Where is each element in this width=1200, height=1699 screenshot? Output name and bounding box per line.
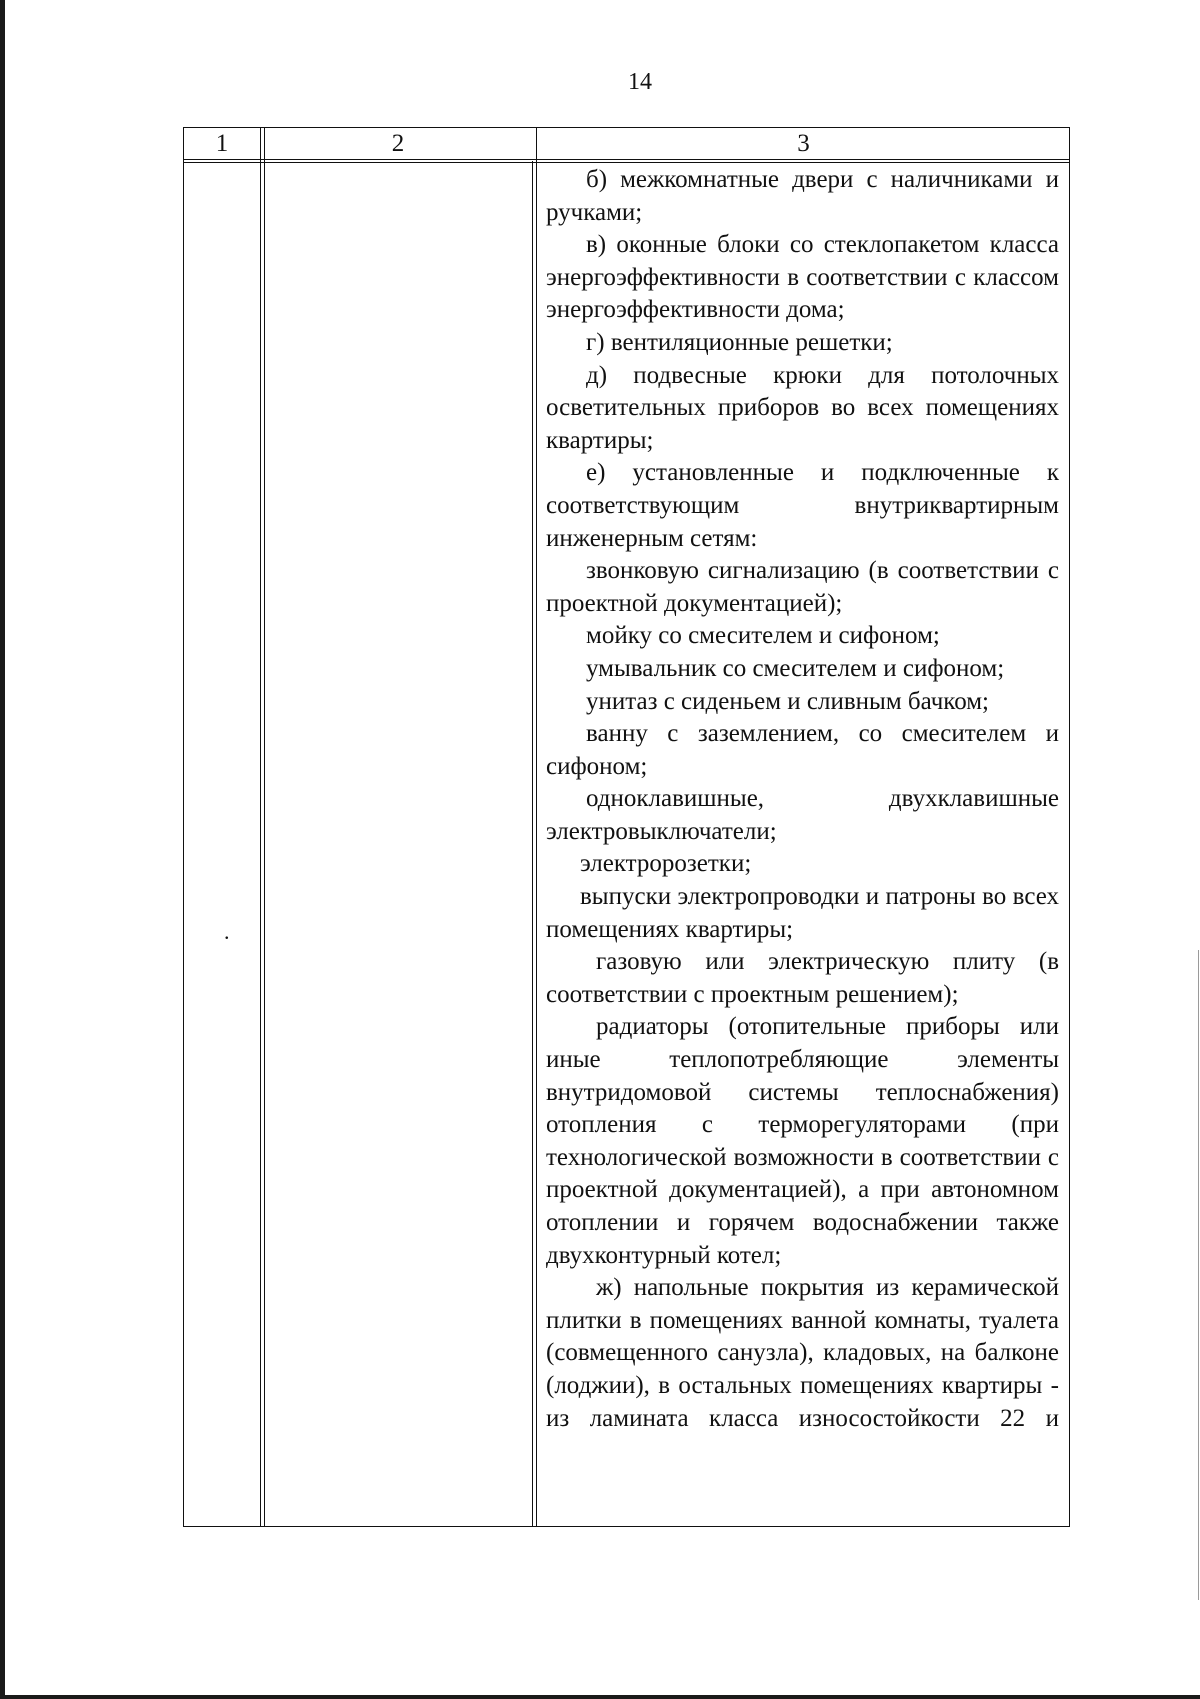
column-divider bbox=[532, 161, 533, 1526]
column-header-2: 2 bbox=[391, 130, 405, 157]
list-item: газовую или электрическую плиту (в соответствии с проектным решением); bbox=[546, 948, 1059, 1008]
list-item: электророзетки; bbox=[580, 850, 752, 878]
column-3-content bbox=[546, 164, 1059, 1435]
scan-edge-left bbox=[0, 0, 5, 1699]
list-item: радиаторы (отопительные приборы или иные теплопотребляющие элементы внутридомовой системы теплоснабжения) отопления с терморегуляторами (при технологической возможности в соответствии с проектной документацией), а при автономном отоплении и горячем водоснабжении также двухконтурный котел; bbox=[546, 1013, 1059, 1269]
list-item: ж) напольные покрытия из керамической плитки в помещениях ванной комнаты, туалета (совмещенного санузла), кладовых, на балконе (лоджии), в остальных помещениях квартиры - из ламината класса износостойкости 22 и bbox=[546, 1274, 1059, 1432]
list-item: умывальник со смесителем и сифоном; bbox=[586, 654, 1005, 682]
list-item: г) вентиляционные решетки; bbox=[586, 328, 893, 356]
list-item: мойку со смесителем и сифоном; bbox=[586, 622, 940, 650]
column-divider bbox=[264, 128, 265, 1526]
column-divider bbox=[260, 128, 261, 1526]
header-divider bbox=[184, 159, 1069, 160]
document-table bbox=[183, 127, 1070, 1527]
list-item: звонковую сигнализацию (в соответствии с проектной документацией); bbox=[546, 557, 1059, 617]
list-item: б) межкомнатные двери с наличниками и ручками; bbox=[546, 166, 1059, 226]
list-item: в) оконные блоки со стеклопакетом класса энергоэффективности в соответствии с классом энергоэффективности дома; bbox=[546, 231, 1059, 324]
list-item: д) подвесные крюки для потолочных осветительных приборов во всех помещениях квартиры; bbox=[546, 361, 1059, 454]
page-number: 14 bbox=[628, 69, 652, 95]
scan-edge-bottom bbox=[0, 1695, 1200, 1699]
column-header-1: 1 bbox=[215, 130, 229, 157]
list-item: унитаз с сиденьем и сливным бачком; bbox=[586, 687, 989, 715]
list-item: е) установленные и подключенные к соответствующим внутриквартирным инженерным сетям: bbox=[546, 459, 1059, 552]
column-header-3: 3 bbox=[797, 130, 810, 157]
list-item: выпуски электропроводки и патроны во всех помещениях квартиры; bbox=[546, 883, 1059, 943]
list-item: ванну с заземлением, со смесителем и сифоном; bbox=[546, 720, 1059, 780]
row-marker: . bbox=[224, 919, 230, 944]
list-item: одноклавишные, двухклавишные электровыключатели; bbox=[546, 785, 1059, 845]
column-divider bbox=[536, 128, 537, 1526]
header-divider bbox=[184, 162, 1069, 163]
scan-edge-right bbox=[1198, 950, 1199, 1600]
